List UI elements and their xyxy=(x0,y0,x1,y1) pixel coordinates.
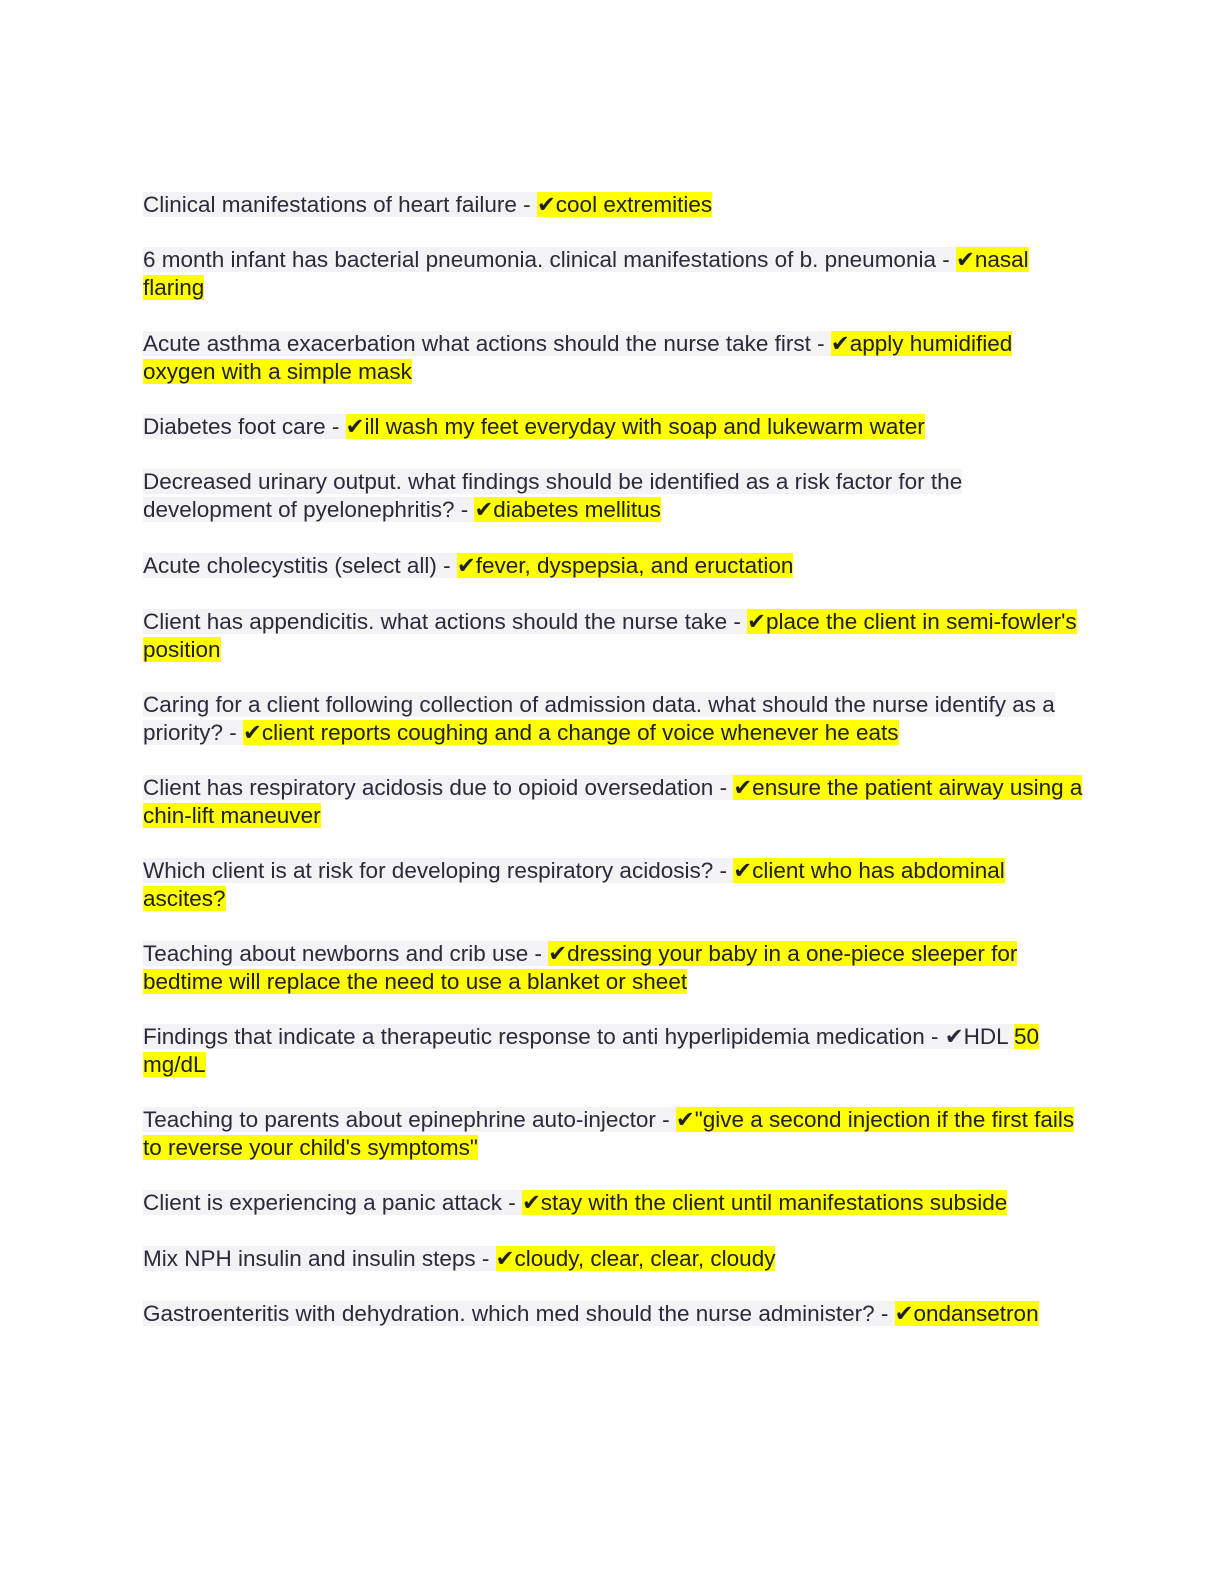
qa-item xyxy=(143,552,1083,580)
answer-text: ✔HDL xyxy=(944,1024,1014,1049)
qa-item xyxy=(143,413,1083,441)
answer-highlight: ✔diabetes mellitus xyxy=(474,497,661,522)
qa-item xyxy=(143,246,1083,302)
qa-item xyxy=(143,1106,1083,1162)
answer-highlight: ✔"give a second injection if the first fails to reverse your child's symptoms" xyxy=(143,1107,1075,1160)
answer-highlight: ✔dressing your baby in a one-piece sleeper for bedtime will replace the need to use a blanket or sheet xyxy=(143,941,1018,994)
qa-item xyxy=(143,1245,1083,1273)
answer-highlight: ✔client reports coughing and a change of voice whenever he eats xyxy=(243,720,899,745)
question-text: Mix NPH insulin and insulin steps - xyxy=(143,1246,496,1271)
answer-highlight: ✔apply humidified oxygen with a simple mask xyxy=(143,331,1013,384)
question-text: 6 month infant has bacterial pneumonia. clinical manifestations of b. pneumonia - xyxy=(143,247,956,272)
answer-highlight: ✔client who has abdominal ascites? xyxy=(143,858,1005,911)
qa-item xyxy=(143,330,1083,386)
qa-item xyxy=(143,774,1083,830)
answer-highlight: ✔ill wash my feet everyday with soap and lukewarm water xyxy=(345,414,925,439)
qa-item xyxy=(143,191,1083,219)
qa-item xyxy=(143,468,1083,524)
qa-item xyxy=(143,1023,1083,1079)
question-text: Acute cholecystitis (select all) - xyxy=(143,553,457,578)
question-text: Acute asthma exacerbation what actions should the nurse take first - xyxy=(143,331,831,356)
question-text: Gastroenteritis with dehydration. which med should the nurse administer? - xyxy=(143,1301,895,1326)
question-text: Client is experiencing a panic attack - xyxy=(143,1190,522,1215)
qa-item xyxy=(143,940,1083,996)
answer-highlight: ✔nasal flaring xyxy=(143,247,1029,300)
question-text: Caring for a client following collection of admission data. what should the nurse identify as a priority? - xyxy=(143,692,1055,745)
question-text: Decreased urinary output. what findings should be identified as a risk factor for the development of pyelonephritis? - xyxy=(143,469,963,522)
question-text: Clinical manifestations of heart failure - xyxy=(143,192,537,217)
qa-item xyxy=(143,608,1083,664)
question-text: Client has respiratory acidosis due to opioid oversedation - xyxy=(143,775,734,800)
answer-highlight: ✔ondansetron xyxy=(894,1301,1039,1326)
answer-highlight: ✔cloudy, clear, clear, cloudy xyxy=(495,1246,776,1271)
answer-highlight: ✔ensure the patient airway using a chin-lift maneuver xyxy=(143,775,1083,828)
question-text: Which client is at risk for developing respiratory acidosis? - xyxy=(143,858,734,883)
question-text: Client has appendicitis. what actions should the nurse take - xyxy=(143,609,748,634)
question-text: Teaching to parents about epinephrine auto-injector - xyxy=(143,1107,676,1132)
qa-item xyxy=(143,1189,1083,1217)
question-text: Diabetes foot care - xyxy=(143,414,346,439)
answer-highlight: 50 mg/dL xyxy=(143,1024,1040,1077)
qa-item xyxy=(143,1300,1083,1328)
answer-highlight: ✔fever, dyspepsia, and eructation xyxy=(456,553,794,578)
qa-item xyxy=(143,691,1083,747)
answer-highlight: ✔cool extremities xyxy=(536,192,713,217)
question-text: Teaching about newborns and crib use - xyxy=(143,941,549,966)
answer-highlight: ✔stay with the client until manifestations subside xyxy=(521,1190,1008,1215)
answer-highlight: ✔place the client in semi-fowler's position xyxy=(143,609,1077,662)
qa-item xyxy=(143,857,1083,913)
question-text: Findings that indicate a therapeutic response to anti hyperlipidemia medication - xyxy=(143,1024,945,1049)
